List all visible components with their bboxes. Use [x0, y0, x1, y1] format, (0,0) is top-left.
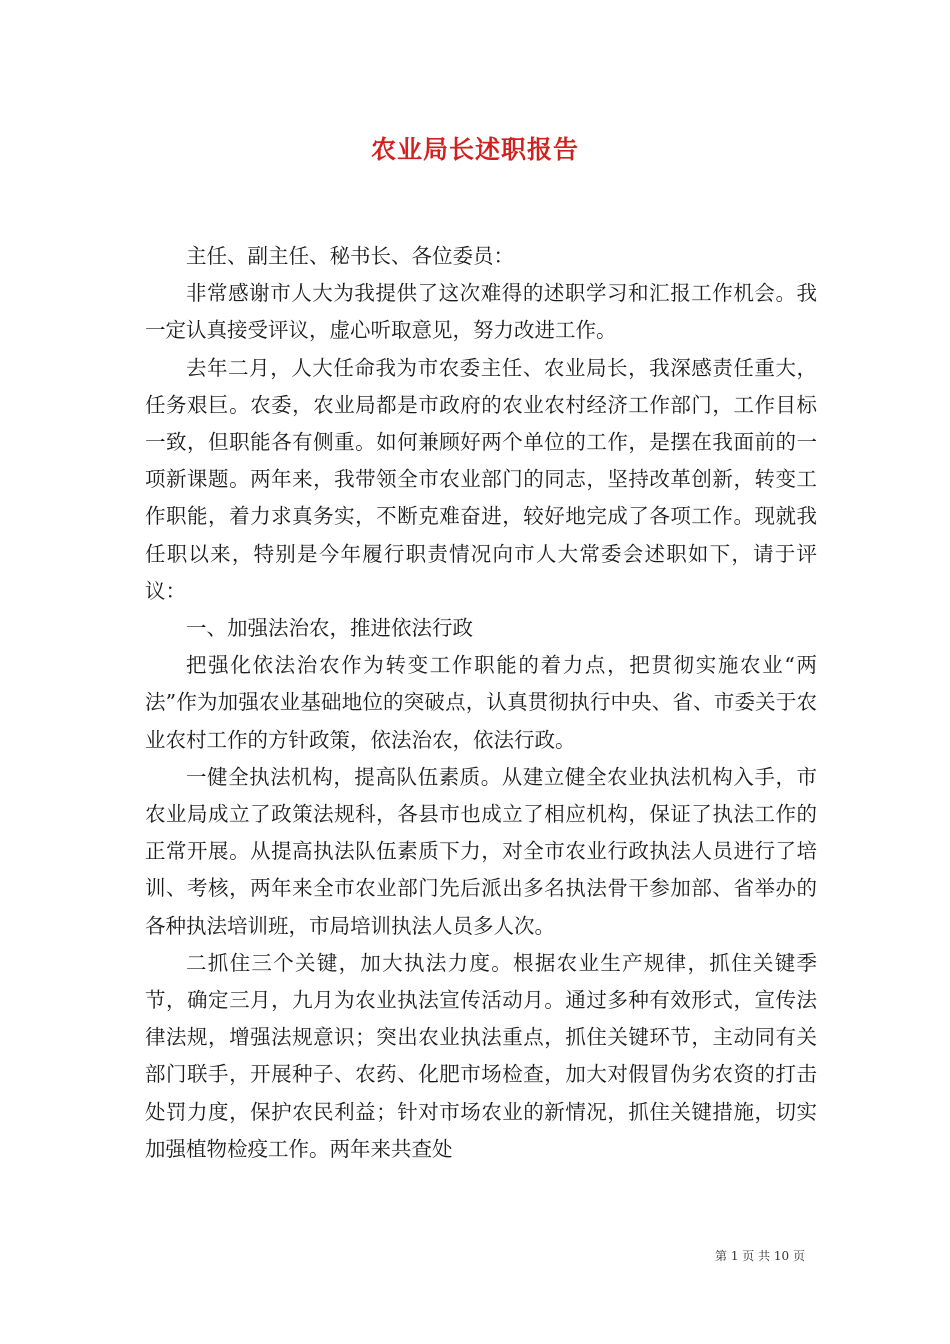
section-heading: 一、加强法治农，推进依法行政	[186, 616, 473, 641]
salutation: 主任、副主任、秘书长、各位委员：	[186, 244, 514, 268]
paragraph: 把强化依法治农作为转变工作职能的着力点，把贯彻实施农业“两法”作为加强农业基础地位的突破点，认真贯彻执行中央、省、市委关于农业农村工作的方针政策，依法治农，依法行政。	[145, 653, 817, 752]
document-body	[145, 238, 817, 1168]
paragraph: 一健全执法机构，提高队伍素质。从建立健全农业执法机构入手，市农业局成立了政策法规科，各县市也成立了相应机构，保证了执法工作的正常开展。从提高执法队伍素质下力，对全市农业行政执法人员进行了培训、考核，两年来全市农业部门先后派出多名执法骨干参加部、省举办的各种执法培训班，市局培训执法人员多人次。	[145, 764, 817, 938]
page-number: 第 1 页 共 10 页	[715, 1249, 805, 1263]
paragraph: 二抓住三个关键，加大执法力度。根据农业生产规律，抓住关键季节，确定三月，九月为农业执法宣传活动月。通过多种有效形式，宣传法律法规，增强法规意识；突出农业执法重点，抓住关键环节，主动同有关部门联手，开展种子、农药、化肥市场检查，加大对假冒伪劣农资的打击处罚力度，保护农民利益；针对市场农业的新情况，抓住关键措施，切实加强植物检疫工作。两年来共查处	[145, 950, 817, 1161]
paragraph: 非常感谢市人大为我提供了这次难得的述职学习和汇报工作机会。我一定认真接受评议，虚心听取意见，努力改进工作。	[145, 281, 817, 343]
paragraph: 去年二月，人大任命我为市农委主任、农业局长，我深感责任重大，任务艰巨。农委，农业局都是市政府的农业农村经济工作部门，工作目标一致，但职能各有侧重。如何兼顾好两个单位的工作，是摆在我面前的一项新课题。两年来，我带领全市农业部门的同志，坚持改革创新，转变工作职能，着力求真务实，不断克难奋进，较好地完成了各项工作。现就我任职以来，特别是今年履行职责情况向市人大常委会述职如下，请于评议：	[145, 355, 817, 603]
document-title: 农业局长述职报告	[370, 135, 579, 164]
